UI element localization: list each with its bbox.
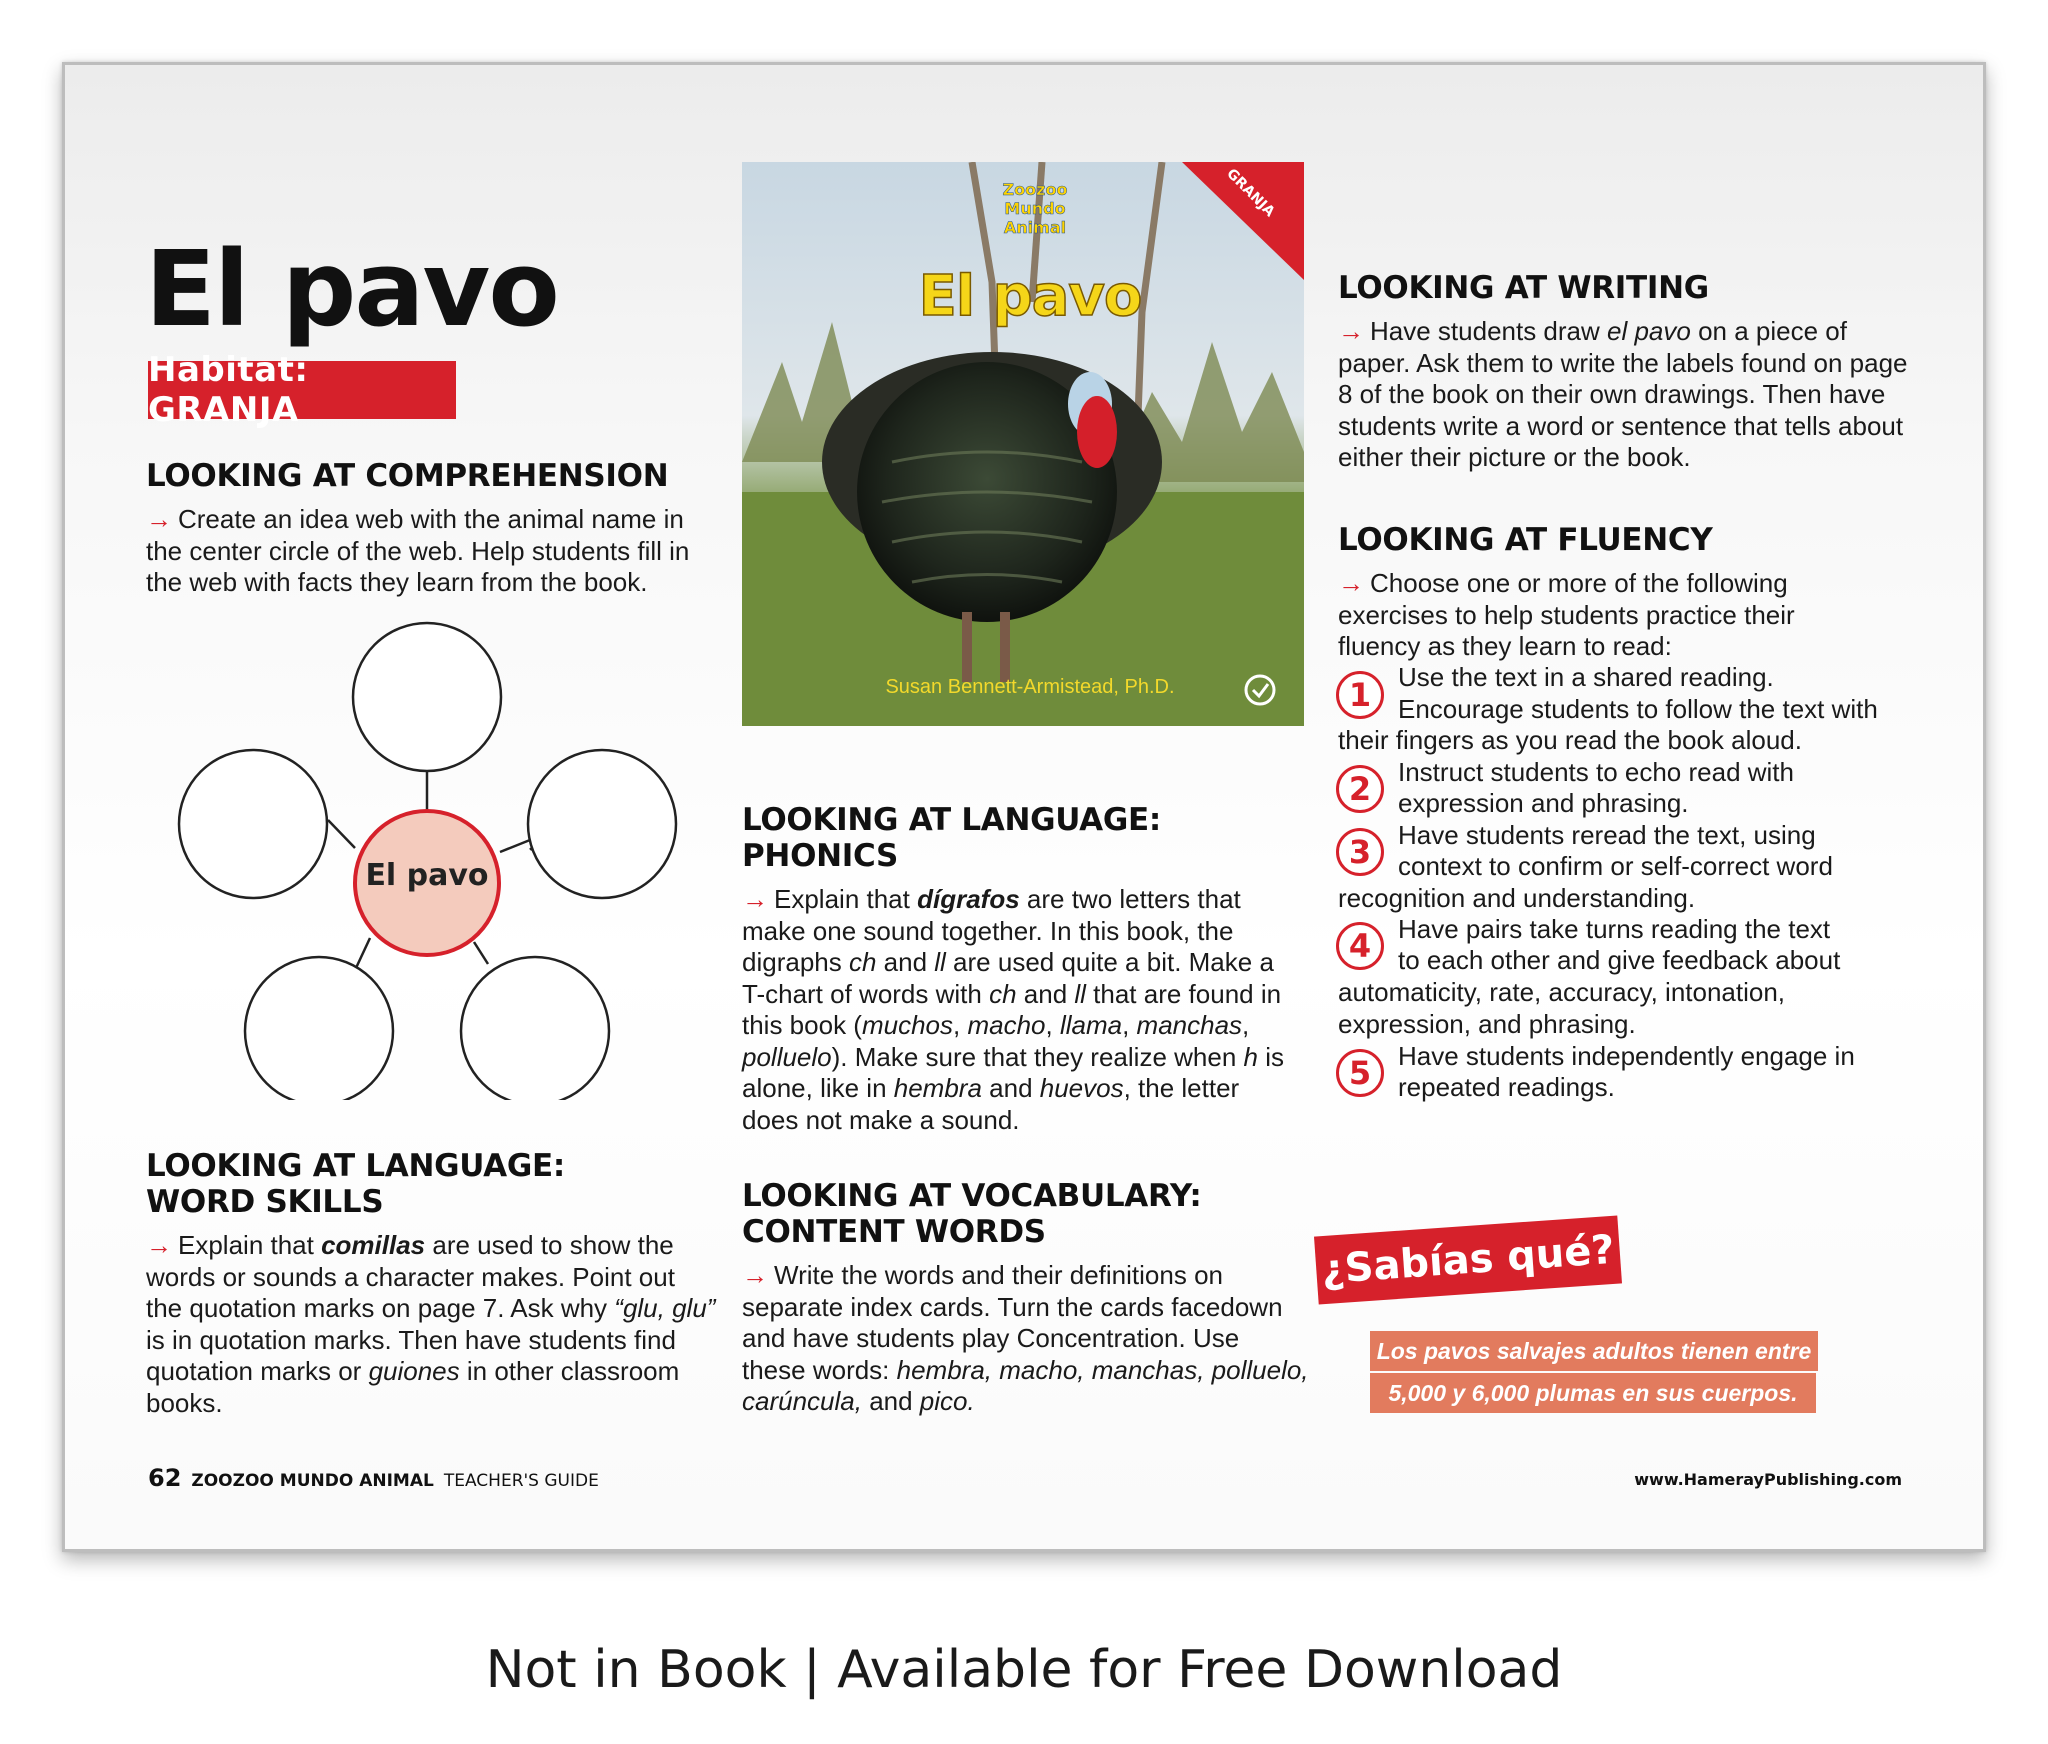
habitat-badge: Habitat: GRANJA: [148, 361, 456, 419]
phonics-heading: [742, 802, 1161, 874]
text-run: Write the words and their definitions on separate index cards. Turn the cards facedown and have students play Concentration. Use these words:: [742, 1260, 1283, 1385]
fluency-item-line: Have students independently engage in: [1398, 1041, 1855, 1071]
fluency-item-line: Have pairs take turns reading the text: [1398, 914, 1831, 944]
phonics-text: [742, 884, 1294, 1136]
web-circle-bottom-right: [461, 957, 609, 1100]
text-run: “glu, glu”: [614, 1293, 716, 1323]
fluency-item-line: Have students reread the text, using: [1398, 820, 1816, 850]
writing-heading: LOOKING AT WRITING: [1338, 270, 1709, 306]
cover-title: El pavo: [918, 264, 1142, 329]
arrow-right-icon: →: [1338, 316, 1364, 346]
page-title: El pavo: [145, 228, 558, 350]
text-run: comillas: [321, 1230, 426, 1260]
web-circle-bottom-left: [245, 957, 393, 1100]
web-connector: [356, 938, 370, 968]
heading-line: WORD SKILLS: [146, 1184, 384, 1220]
arrow-right-icon: →: [742, 884, 768, 914]
fluency-item-line: context to confirm or self-correct word: [1398, 851, 1833, 881]
fluency-item-line: repeated readings.: [1398, 1072, 1615, 1102]
text-run: el pavo: [1607, 316, 1691, 346]
text-run: and: [1016, 978, 1075, 1009]
text-run: h: [1243, 1041, 1258, 1072]
text-run: Explain that: [774, 884, 918, 914]
text-run: is alone, like in: [742, 1041, 1284, 1103]
turkey-leg: [962, 612, 972, 682]
text-run: ). Make sure that they realize when: [831, 1041, 1244, 1072]
heading-line: LOOKING AT LANGUAGE:: [742, 802, 1161, 838]
arrow-right-icon: →: [742, 1260, 768, 1290]
text-run: ,: [1122, 1010, 1137, 1040]
cover-logo: Zoozoo Mundo Animal: [1002, 180, 1068, 237]
arrow-right-icon: →: [146, 1230, 172, 1260]
word-skills-text: [146, 1230, 716, 1419]
cover-banner-text: GRANJA: [1223, 165, 1278, 221]
turkey-wattle: [1077, 396, 1117, 468]
number-3-badge: 3: [1336, 828, 1384, 876]
number-1-badge: 1: [1336, 671, 1384, 719]
number-5-badge: 5: [1336, 1049, 1384, 1097]
comprehension-heading: LOOKING AT COMPREHENSION: [146, 458, 669, 494]
text-run: ,: [953, 1010, 968, 1040]
text-run: in other classroom books.: [146, 1356, 680, 1418]
fluency-item-line: recognition and understanding.: [1338, 883, 1696, 913]
website-link[interactable]: www.HamerayPublishing.com: [1634, 1470, 1902, 1489]
text-run: , the letter does not make a sound.: [742, 1073, 1240, 1135]
text-run: llama: [1059, 1010, 1123, 1040]
text-run: guiones: [368, 1356, 460, 1386]
fluency-item-line: their fingers as you read the book aloud.: [1338, 725, 1802, 755]
text-run: Explain that: [178, 1230, 322, 1260]
text-run: manchas: [1136, 1010, 1243, 1040]
book-cover-image: [742, 162, 1304, 726]
text-run: ,: [1045, 1010, 1060, 1040]
text-run: and: [981, 1073, 1040, 1103]
turkey-leg: [1000, 612, 1010, 682]
series-name: ZOOZOO MUNDO ANIMAL: [191, 1471, 434, 1491]
text-run: muchos: [861, 1010, 953, 1040]
fluency-item-line: automaticity, rate, accuracy, intonation, expression, and phrasing.: [1338, 977, 1786, 1039]
comprehension-text: [146, 504, 706, 599]
arrow-right-icon: →: [146, 504, 172, 534]
text-run: are used to show the words or sounds a character makes. Point out the quotation marks on page 7. Ask why: [146, 1230, 675, 1323]
text-run: and: [876, 947, 935, 977]
text-run: Choose one or more of the following exercises to help students practice their fluency as they learn to read:: [1338, 568, 1795, 661]
text-run: are used quite a bit. Make a T-chart of words with: [742, 947, 1274, 1009]
web-center-label: El pavo: [365, 858, 489, 893]
text-run: huevos: [1039, 1073, 1124, 1103]
fluency-item-line: to each other and give feedback about: [1398, 945, 1841, 975]
heading-line: LOOKING AT VOCABULARY:: [742, 1178, 1202, 1214]
comprehension-body: Create an idea web with the animal name in the center circle of the web. Help students fill in the web with facts they learn from the book.: [146, 504, 690, 597]
text-run: and: [861, 1386, 920, 1416]
text-run: ch: [848, 947, 877, 977]
text-run: that are found in this book (: [742, 978, 1282, 1040]
fact-line-1: Los pavos salvajes adultos tienen entre: [1370, 1331, 1818, 1371]
text-run: ll: [934, 947, 946, 977]
text-run: ll: [1074, 978, 1086, 1009]
text-run: polluelo: [742, 1041, 832, 1072]
fluency-heading: LOOKING AT FLUENCY: [1338, 522, 1713, 558]
fluency-item-line: Instruct students to echo read with: [1398, 757, 1794, 787]
number-2-badge: 2: [1336, 765, 1384, 813]
sabias-que-label: ¿Sabías qué?: [1314, 1215, 1622, 1304]
vocabulary-text: [742, 1260, 1310, 1418]
text-run: hembra, macho, manchas, polluelo, carúncula,: [742, 1354, 1309, 1416]
text-run: macho: [967, 1010, 1046, 1040]
text-run: dígrafos: [917, 884, 1020, 914]
guide-name: TEACHER'S GUIDE: [443, 1471, 599, 1491]
text-run: Have students draw: [1370, 316, 1608, 346]
fact-line-2: 5,000 y 6,000 plumas en sus cuerpos.: [1370, 1373, 1816, 1413]
word-skills-heading: [146, 1148, 565, 1220]
vocabulary-heading: [742, 1178, 1201, 1250]
text-run: pico.: [919, 1386, 975, 1416]
heading-line: LOOKING AT LANGUAGE:: [146, 1148, 565, 1184]
page-number: 62: [148, 1464, 182, 1492]
writing-text: [1338, 316, 1908, 474]
number-4-badge: 4: [1336, 922, 1384, 970]
download-caption: Not in Book | Available for Free Download: [485, 1640, 1563, 1700]
text-run: ch: [989, 978, 1017, 1009]
page-footer-left: [148, 1464, 599, 1492]
text-run: ,: [1242, 1010, 1250, 1040]
web-connector: [328, 820, 355, 848]
web-circle-top: [353, 623, 501, 771]
arrow-right-icon: →: [1338, 568, 1364, 598]
heading-line: PHONICS: [742, 838, 899, 874]
cover-author: Susan Bennett-Armistead, Ph.D.: [885, 676, 1175, 698]
text-run: are two letters that make one sound together. In this book, the digraphs: [742, 884, 1241, 977]
text-run: is in quotation marks. Then have students find quotation marks or: [146, 1324, 676, 1386]
heading-line: CONTENT WORDS: [742, 1214, 1046, 1250]
text-run: hembra: [893, 1073, 982, 1103]
fluency-intro: [1338, 568, 1838, 663]
text-run: on a piece of paper. Ask them to write the labels found on page 8 of the book on their own drawings. Then have students write a word or sentence that tells about either their picture or the book.: [1338, 316, 1908, 472]
web-connector: [474, 942, 488, 964]
fluency-item-line: expression and phrasing.: [1398, 788, 1689, 818]
fluency-item-line: Encourage students to follow the text with: [1398, 694, 1878, 724]
fluency-item-line: Use the text in a shared reading.: [1398, 662, 1774, 692]
